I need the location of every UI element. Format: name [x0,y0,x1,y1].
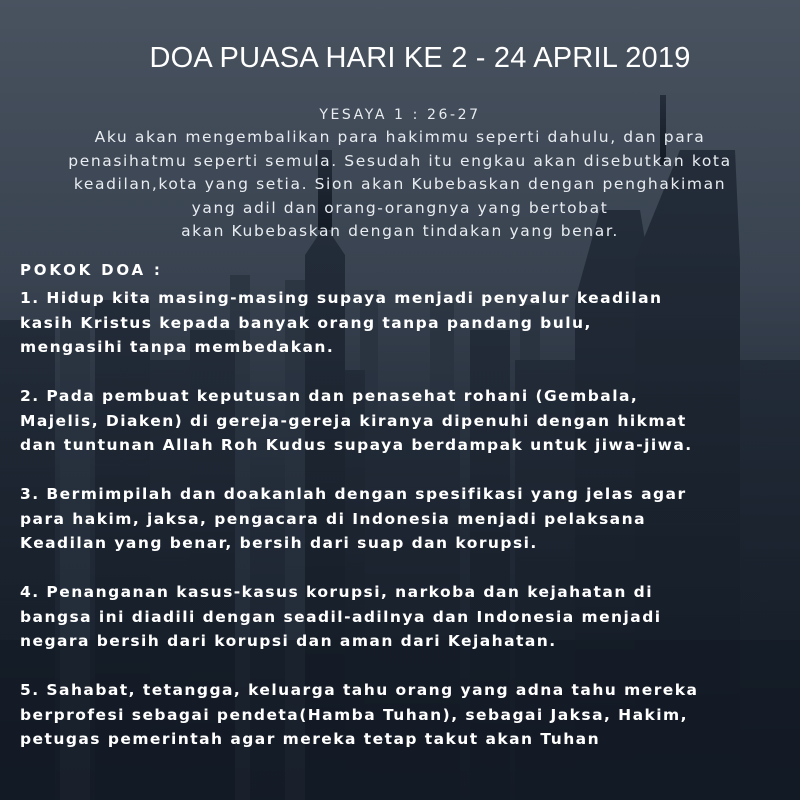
prayer-point-line: mengasihi tanpa membedakan. [20,338,335,356]
prayer-points-list [20,286,800,776]
prayer-point-line: petugas pemerintah agar mereka tetap takut akan Tuhan [20,730,601,748]
verse-line: penasihatmu seperti semula. Sesudah itu engkau akan disebutkan kota [68,151,732,170]
prayer-point-line: para hakim, jaksa, pengacara di Indonesia menjadi pelaksana [20,509,646,528]
prayer-point-3 [20,482,800,556]
page-title: DOA PUASA HARI KE 2 - 24 APRIL 2019 [149,42,691,74]
prayer-points-heading: POKOK DOA : [20,261,163,279]
verse-line: Aku akan mengembalikan para hakimmu seperti dahulu, dan para [94,128,706,146]
prayer-point-line: negara bersih dari korupsi dan aman dari Kejahatan. [20,632,557,650]
verse-line: akan Kubebaskan dengan tindakan yang benar. [181,222,619,240]
prayer-point-line: Keadilan yang benar, bersih dari suap dan korupsi. [20,534,538,552]
prayer-point-line: berprofesi sebagai pendeta(Hamba Tuhan), sebagai Jaksa, Hakim, [20,705,688,724]
prayer-point-4 [20,580,800,654]
verse-line: keadilan,kota yang setia. Sion akan Kubebaskan dengan penghakiman [73,175,727,193]
prayer-point-line: Majelis, Diaken) di gereja-gereja kiranya dipenuhi dengan hikmat [20,411,687,430]
prayer-point-line: 5. Sahabat, tetangga, keluarga tahu orang yang adna tahu mereka [20,681,699,699]
bible-reference: YESAYA 1 : 26-27 [319,107,481,123]
prayer-point-1 [20,286,800,360]
prayer-point-2 [20,384,800,458]
prayer-point-5 [20,678,800,752]
prayer-point-line: 3. Bermimpilah dan doakanlah dengan spesifikasi yang jelas agar [20,485,687,503]
prayer-point-line: 2. Pada pembuat keputusan dan penasehat rohani (Gembala, [20,387,639,405]
verse-line: yang adil dan orang-orangnya yang bertobat [191,198,609,217]
prayer-point-line: dan tuntunan Allah Roh Kudus supaya berdampak untuk jiwa-jiwa. [20,436,693,454]
prayer-point-line: bangsa ini diadili dengan seadil-adilnya dan Indonesia menjadi [20,607,662,626]
prayer-point-line: 4. Penanganan kasus-kasus korupsi, narkoba dan kejahatan di [20,583,653,601]
prayer-point-line: 1. Hidup kita masing-masing supaya menjadi penyalur keadilan [20,289,663,307]
prayer-point-line: kasih Kristus kepada banyak orang tanpa pandang bulu, [20,313,592,332]
verse-text [20,126,780,244]
